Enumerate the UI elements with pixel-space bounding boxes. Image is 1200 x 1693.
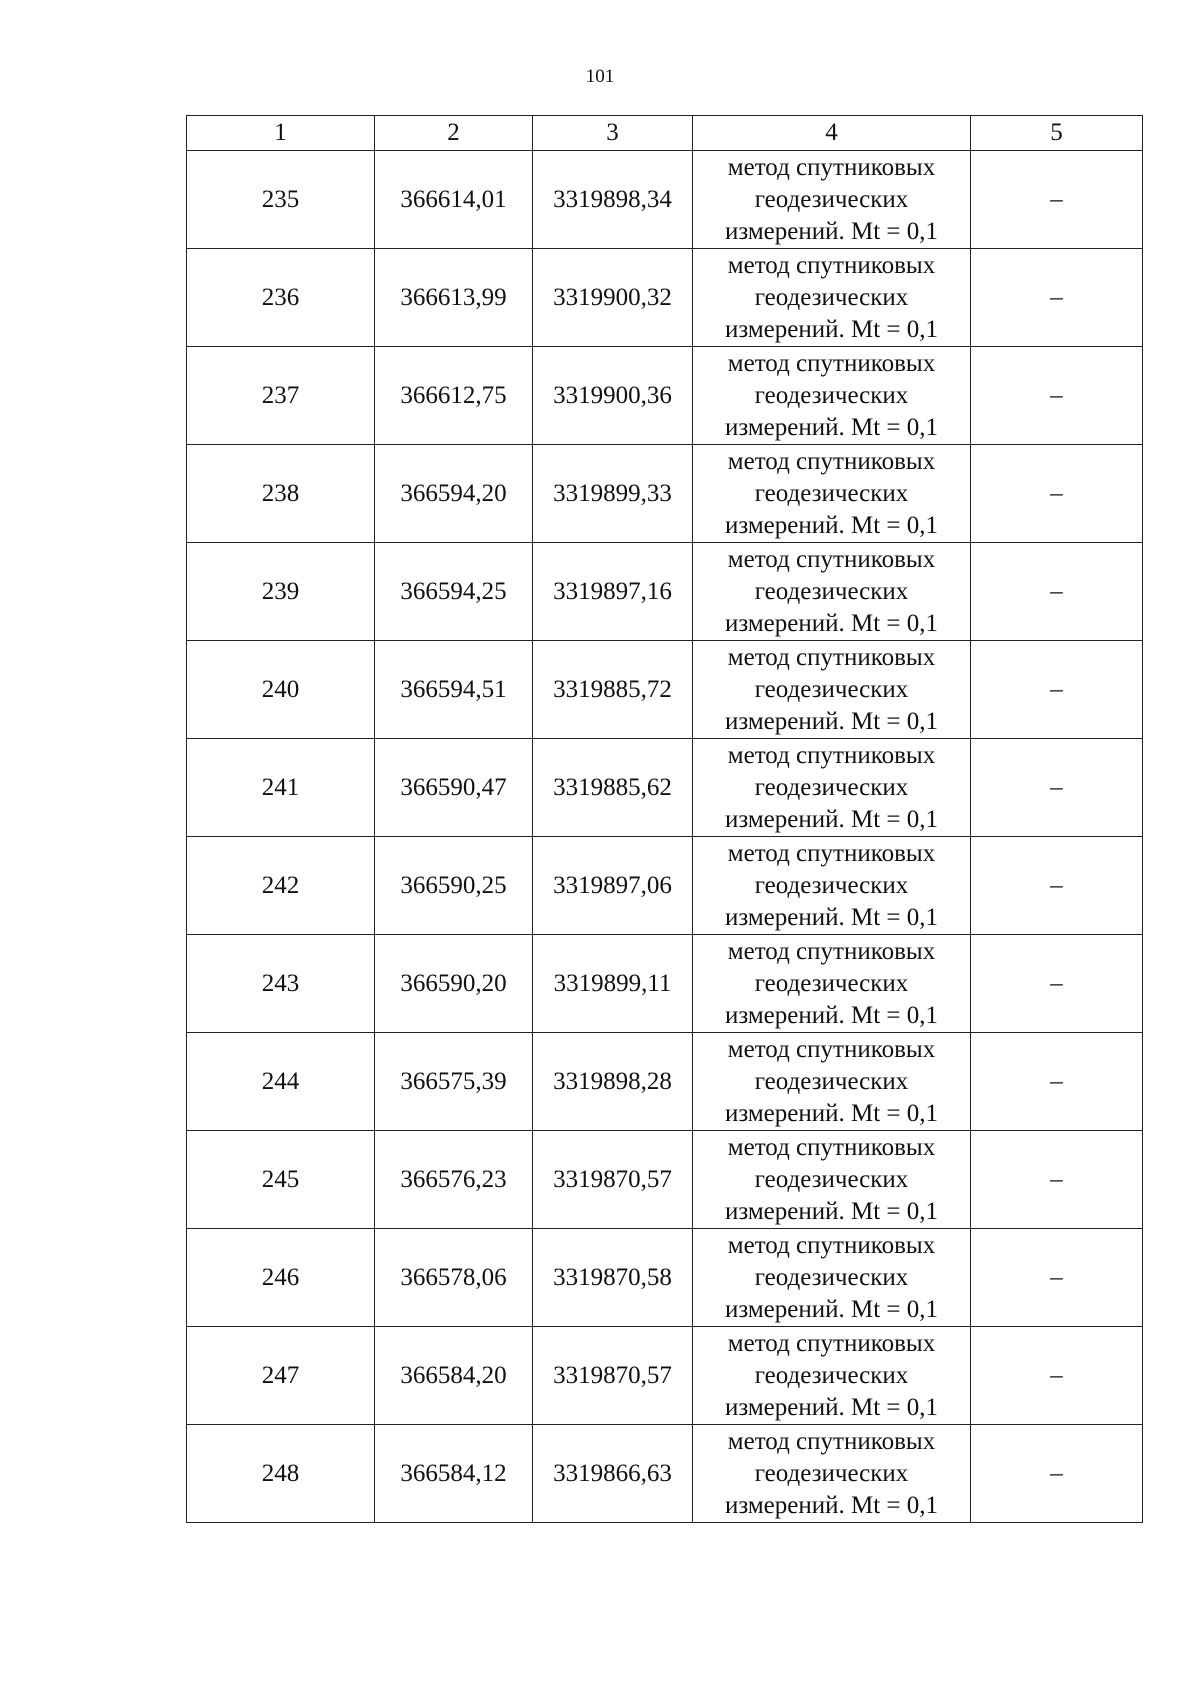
method-line: геодезических bbox=[754, 1067, 909, 1095]
note-cell: – bbox=[971, 543, 1143, 641]
method-line: геодезических bbox=[754, 1263, 909, 1291]
table-row bbox=[187, 1425, 1143, 1523]
y-coordinate-cell: 3319885,72 bbox=[533, 641, 693, 739]
method-line: геодезических bbox=[754, 1165, 909, 1193]
method-line: метод спутниковых bbox=[727, 545, 936, 573]
x-coordinate-cell: 366590,20 bbox=[375, 935, 533, 1033]
note-cell: – bbox=[971, 837, 1143, 935]
table-row bbox=[187, 935, 1143, 1033]
method-line: геодезических bbox=[754, 871, 909, 899]
method-line: измерений. Mt = 0,1 bbox=[724, 511, 939, 539]
table-row bbox=[187, 249, 1143, 347]
method-line: метод спутниковых bbox=[727, 1329, 936, 1357]
method-line: геодезических bbox=[754, 1361, 909, 1389]
method-line: измерений. Mt = 0,1 bbox=[724, 1491, 939, 1519]
x-coordinate-cell: 366578,06 bbox=[375, 1229, 533, 1327]
x-coordinate-cell: 366584,20 bbox=[375, 1327, 533, 1425]
method-cell bbox=[693, 1033, 971, 1131]
point-number-cell: 235 bbox=[187, 151, 375, 249]
note-cell: – bbox=[971, 935, 1143, 1033]
point-number-cell: 247 bbox=[187, 1327, 375, 1425]
method-line: измерений. Mt = 0,1 bbox=[724, 609, 939, 637]
method-cell bbox=[693, 1229, 971, 1327]
table-body bbox=[187, 116, 1143, 1523]
method-line: измерений. Mt = 0,1 bbox=[724, 903, 939, 931]
x-coordinate-cell: 366575,39 bbox=[375, 1033, 533, 1131]
point-number-cell: 239 bbox=[187, 543, 375, 641]
method-line: метод спутниковых bbox=[727, 349, 936, 377]
header-cell-1: 1 bbox=[187, 116, 375, 151]
method-line: измерений. Mt = 0,1 bbox=[724, 1099, 939, 1127]
point-number-cell: 241 bbox=[187, 739, 375, 837]
method-line: геодезических bbox=[754, 675, 909, 703]
y-coordinate-cell: 3319885,62 bbox=[533, 739, 693, 837]
table-row bbox=[187, 1033, 1143, 1131]
x-coordinate-cell: 366612,75 bbox=[375, 347, 533, 445]
x-coordinate-cell: 366590,47 bbox=[375, 739, 533, 837]
method-cell bbox=[693, 151, 971, 249]
y-coordinate-cell: 3319866,63 bbox=[533, 1425, 693, 1523]
method-line: метод спутниковых bbox=[727, 447, 936, 475]
note-cell: – bbox=[971, 445, 1143, 543]
y-coordinate-cell: 3319898,34 bbox=[533, 151, 693, 249]
table-row bbox=[187, 347, 1143, 445]
point-number-cell: 244 bbox=[187, 1033, 375, 1131]
method-line: измерений. Mt = 0,1 bbox=[724, 413, 939, 441]
method-cell bbox=[693, 641, 971, 739]
note-cell: – bbox=[971, 1033, 1143, 1131]
method-line: измерений. Mt = 0,1 bbox=[724, 315, 939, 343]
note-cell: – bbox=[971, 1131, 1143, 1229]
method-cell bbox=[693, 249, 971, 347]
table-row bbox=[187, 445, 1143, 543]
note-cell: – bbox=[971, 1327, 1143, 1425]
method-line: метод спутниковых bbox=[727, 251, 936, 279]
y-coordinate-cell: 3319898,28 bbox=[533, 1033, 693, 1131]
method-cell bbox=[693, 1425, 971, 1523]
point-number-cell: 238 bbox=[187, 445, 375, 543]
x-coordinate-cell: 366594,20 bbox=[375, 445, 533, 543]
method-line: метод спутниковых bbox=[727, 153, 936, 181]
method-line: метод спутниковых bbox=[727, 1427, 936, 1455]
method-line: метод спутниковых bbox=[727, 1035, 936, 1063]
point-number-cell: 242 bbox=[187, 837, 375, 935]
table-row bbox=[187, 1229, 1143, 1327]
method-line: геодезических bbox=[754, 969, 909, 997]
note-cell: – bbox=[971, 347, 1143, 445]
method-line: измерений. Mt = 0,1 bbox=[724, 217, 939, 245]
method-line: метод спутниковых bbox=[727, 937, 936, 965]
method-line: геодезических bbox=[754, 185, 909, 213]
method-cell bbox=[693, 739, 971, 837]
note-cell: – bbox=[971, 1425, 1143, 1523]
table-row bbox=[187, 1131, 1143, 1229]
method-line: метод спутниковых bbox=[727, 741, 936, 769]
y-coordinate-cell: 3319899,33 bbox=[533, 445, 693, 543]
method-cell bbox=[693, 543, 971, 641]
method-line: метод спутниковых bbox=[727, 839, 936, 867]
method-line: метод спутниковых bbox=[727, 643, 936, 671]
table-row bbox=[187, 543, 1143, 641]
point-number-cell: 248 bbox=[187, 1425, 375, 1523]
method-line: метод спутниковых bbox=[727, 1133, 936, 1161]
y-coordinate-cell: 3319870,57 bbox=[533, 1131, 693, 1229]
method-line: измерений. Mt = 0,1 bbox=[724, 1393, 939, 1421]
method-line: геодезических bbox=[754, 283, 909, 311]
note-cell: – bbox=[971, 641, 1143, 739]
y-coordinate-cell: 3319897,16 bbox=[533, 543, 693, 641]
header-cell-3: 3 bbox=[533, 116, 693, 151]
x-coordinate-cell: 366584,12 bbox=[375, 1425, 533, 1523]
coordinates-table bbox=[186, 115, 1143, 1523]
x-coordinate-cell: 366590,25 bbox=[375, 837, 533, 935]
method-cell bbox=[693, 935, 971, 1033]
method-line: геодезических bbox=[754, 479, 909, 507]
method-cell bbox=[693, 1131, 971, 1229]
y-coordinate-cell: 3319899,11 bbox=[533, 935, 693, 1033]
point-number-cell: 245 bbox=[187, 1131, 375, 1229]
table-row bbox=[187, 739, 1143, 837]
method-line: измерений. Mt = 0,1 bbox=[724, 805, 939, 833]
note-cell: – bbox=[971, 151, 1143, 249]
y-coordinate-cell: 3319870,58 bbox=[533, 1229, 693, 1327]
method-line: геодезических bbox=[754, 577, 909, 605]
x-coordinate-cell: 366594,25 bbox=[375, 543, 533, 641]
note-cell: – bbox=[971, 249, 1143, 347]
method-line: измерений. Mt = 0,1 bbox=[724, 707, 939, 735]
table-row bbox=[187, 837, 1143, 935]
y-coordinate-cell: 3319870,57 bbox=[533, 1327, 693, 1425]
table-row bbox=[187, 1327, 1143, 1425]
method-cell bbox=[693, 837, 971, 935]
method-line: измерений. Mt = 0,1 bbox=[724, 1197, 939, 1225]
x-coordinate-cell: 366576,23 bbox=[375, 1131, 533, 1229]
table-header-row bbox=[187, 116, 1143, 151]
method-line: геодезических bbox=[754, 381, 909, 409]
method-cell bbox=[693, 445, 971, 543]
page-number: 101 bbox=[585, 66, 615, 87]
y-coordinate-cell: 3319897,06 bbox=[533, 837, 693, 935]
y-coordinate-cell: 3319900,36 bbox=[533, 347, 693, 445]
note-cell: – bbox=[971, 739, 1143, 837]
method-line: метод спутниковых bbox=[727, 1231, 936, 1259]
point-number-cell: 237 bbox=[187, 347, 375, 445]
header-cell-4: 4 bbox=[693, 116, 971, 151]
method-line: геодезических bbox=[754, 773, 909, 801]
method-cell bbox=[693, 1327, 971, 1425]
table-row bbox=[187, 151, 1143, 249]
point-number-cell: 240 bbox=[187, 641, 375, 739]
header-cell-5: 5 bbox=[971, 116, 1143, 151]
y-coordinate-cell: 3319900,32 bbox=[533, 249, 693, 347]
method-line: измерений. Mt = 0,1 bbox=[724, 1295, 939, 1323]
x-coordinate-cell: 366613,99 bbox=[375, 249, 533, 347]
method-cell bbox=[693, 347, 971, 445]
x-coordinate-cell: 366614,01 bbox=[375, 151, 533, 249]
method-line: измерений. Mt = 0,1 bbox=[724, 1001, 939, 1029]
note-cell: – bbox=[971, 1229, 1143, 1327]
point-number-cell: 243 bbox=[187, 935, 375, 1033]
method-line: геодезических bbox=[754, 1459, 909, 1487]
table-row bbox=[187, 641, 1143, 739]
header-cell-2: 2 bbox=[375, 116, 533, 151]
point-number-cell: 246 bbox=[187, 1229, 375, 1327]
x-coordinate-cell: 366594,51 bbox=[375, 641, 533, 739]
point-number-cell: 236 bbox=[187, 249, 375, 347]
